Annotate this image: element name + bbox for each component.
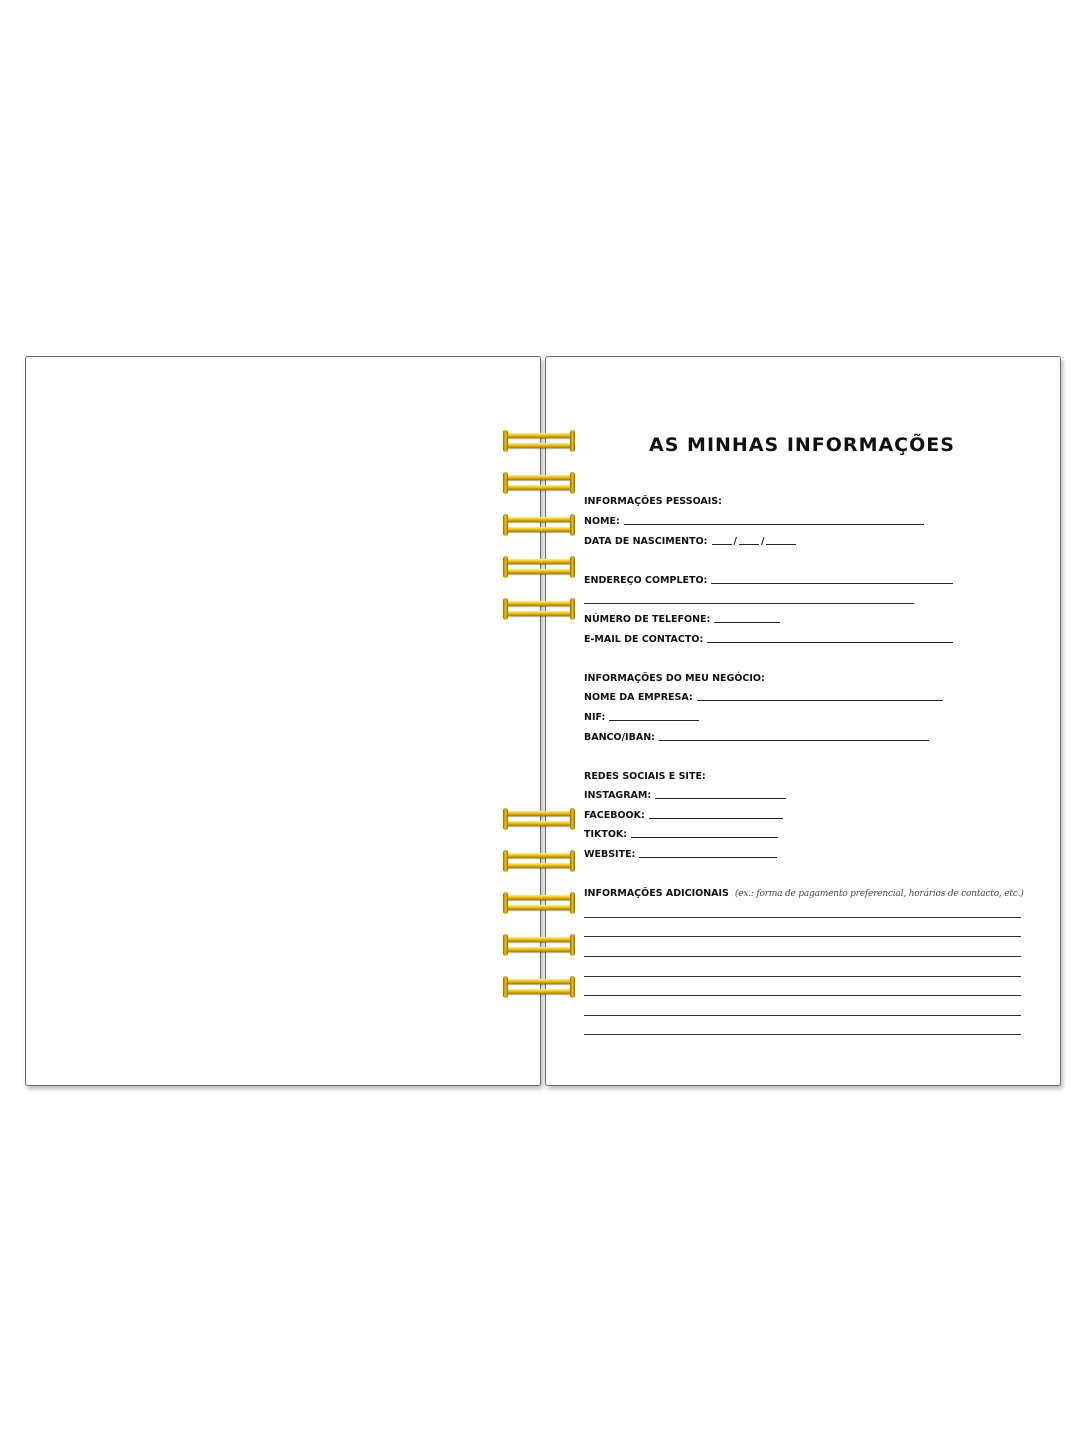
bank-blank[interactable] (659, 740, 929, 741)
birthdate-label: DATA DE NASCIMENTO: (584, 536, 708, 547)
nif-label: NIF: (584, 712, 606, 723)
name-field[interactable] (584, 513, 924, 527)
notes-line[interactable] (584, 1015, 1021, 1016)
spiral-ring (503, 808, 575, 830)
instagram-label: INSTAGRAM: (584, 790, 652, 801)
additional-note: (ex.: forma de pagamento preferencial, horários de contacto, etc.) (734, 889, 1024, 899)
email-field[interactable] (584, 631, 953, 645)
personal-heading: INFORMAÇÕES PESSOAIS: (584, 496, 722, 507)
notes-line[interactable] (584, 976, 1021, 977)
additional-heading (584, 885, 1024, 899)
company-blank[interactable] (697, 700, 943, 701)
notes-line[interactable] (584, 1034, 1021, 1035)
spiral-ring (503, 850, 575, 872)
birthdate-field[interactable] (584, 533, 796, 547)
tiktok-blank[interactable] (631, 837, 778, 838)
nif-field[interactable] (584, 709, 699, 723)
spiral-ring (503, 892, 575, 914)
instagram-blank[interactable] (655, 798, 786, 799)
spiral-ring (503, 556, 575, 578)
website-field[interactable] (584, 846, 777, 860)
left-notebook-page (25, 356, 541, 1086)
facebook-blank[interactable] (649, 818, 783, 819)
tiktok-label: TIKTOK: (584, 829, 628, 840)
email-label: E-MAIL DE CONTACTO: (584, 634, 704, 645)
spiral-ring (503, 514, 575, 536)
facebook-label: FACEBOOK: (584, 810, 645, 821)
address-label: ENDEREÇO COMPLETO: (584, 575, 708, 586)
nif-blank[interactable] (609, 720, 699, 721)
email-blank[interactable] (707, 642, 953, 643)
facebook-field[interactable] (584, 807, 783, 821)
company-field[interactable] (584, 689, 943, 703)
spiral-ring (503, 472, 575, 494)
social-heading: REDES SOCIAIS E SITE: (584, 771, 706, 782)
date-separator: / (733, 536, 737, 547)
notes-line[interactable] (584, 956, 1021, 957)
company-label: NOME DA EMPRESA: (584, 692, 693, 703)
address-line-2[interactable] (584, 603, 914, 604)
additional-label: INFORMAÇÕES ADICIONAIS (584, 888, 729, 899)
birth-year-blank[interactable] (766, 544, 796, 545)
phone-field[interactable] (584, 611, 780, 625)
website-label: WEBSITE: (584, 849, 636, 860)
spiral-ring (503, 934, 575, 956)
website-blank[interactable] (639, 857, 777, 858)
name-label: NOME: (584, 516, 620, 527)
business-heading: INFORMAÇÕES DO MEU NEGÓCIO: (584, 673, 765, 684)
address-blank[interactable] (711, 583, 953, 584)
spiral-ring (503, 976, 575, 998)
phone-blank[interactable] (714, 622, 780, 623)
notes-line[interactable] (584, 995, 1021, 996)
address-field[interactable] (584, 572, 953, 586)
notes-line[interactable] (584, 936, 1021, 937)
phone-label: NÚMERO DE TELEFONE: (584, 614, 711, 625)
birth-day-blank[interactable] (712, 544, 732, 545)
spiral-ring (503, 598, 575, 620)
bank-field[interactable] (584, 729, 929, 743)
tiktok-field[interactable] (584, 826, 778, 840)
page-title: AS MINHAS INFORMAÇÕES (649, 434, 955, 456)
notes-line[interactable] (584, 917, 1021, 918)
bank-label: BANCO/IBAN: (584, 732, 655, 743)
spiral-ring (503, 430, 575, 452)
instagram-field[interactable] (584, 787, 786, 801)
name-blank[interactable] (624, 524, 924, 525)
date-separator: / (760, 536, 765, 547)
birth-month-blank[interactable] (739, 544, 759, 545)
